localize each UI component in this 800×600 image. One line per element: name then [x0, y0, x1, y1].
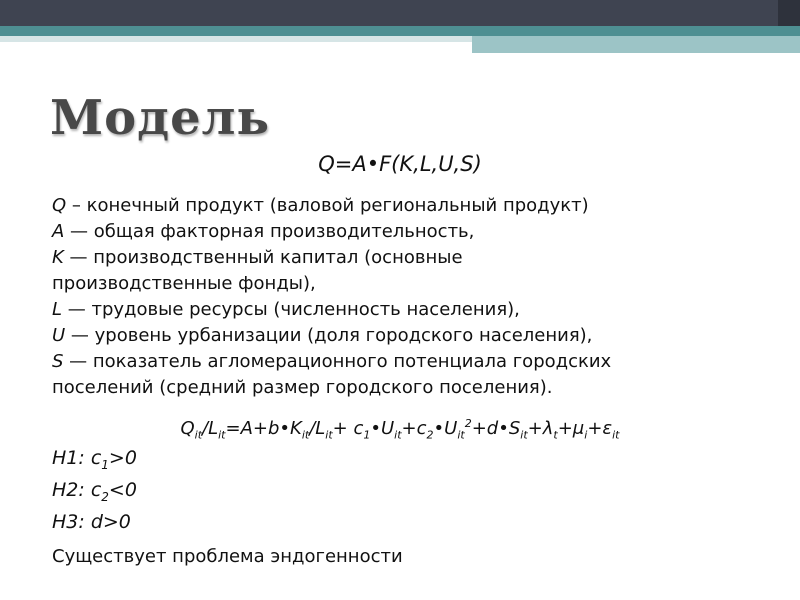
definition-line — [52, 297, 752, 323]
formula-subscript: it — [301, 428, 310, 442]
header-bar-teal — [0, 26, 800, 36]
hypothesis-text: H3: d>0 — [52, 510, 131, 533]
hypothesis-item — [52, 446, 137, 478]
formula-part: +c — [401, 418, 427, 439]
definition-line — [52, 245, 752, 271]
definition-variable: U — [52, 325, 66, 346]
formula-part: +d•S — [471, 418, 521, 439]
formula-part: +λ — [527, 418, 554, 439]
definition-text: — уровень урбанизации (доля городского населения), — [65, 325, 593, 346]
definition-variable: L — [52, 299, 63, 320]
formula-subscript: it — [194, 428, 203, 442]
formula-part: •U — [433, 418, 458, 439]
formula-subscript: it — [612, 428, 620, 442]
definition-text: производственные фонды), — [52, 273, 316, 294]
formula-subscript: t — [553, 428, 558, 442]
definition-text: — показатель агломерационного потенциала городских — [63, 351, 612, 372]
formula-superscript: 2 — [464, 417, 472, 430]
formula-subscript: it — [218, 428, 226, 442]
header-bar-light-right — [472, 36, 800, 53]
hypothesis-item — [52, 478, 137, 510]
slide-title: Модель — [50, 90, 271, 146]
hypothesis-text: <0 — [108, 478, 137, 501]
hypotheses-list — [52, 446, 137, 541]
formula-part: Q — [180, 418, 195, 439]
formula-subscript: it — [325, 428, 333, 442]
formula-part: •U — [370, 418, 395, 439]
formula-part: /L — [309, 418, 326, 439]
definition-variable: A — [52, 221, 65, 242]
variable-definitions — [52, 193, 752, 401]
formula-subscript: it — [520, 428, 528, 442]
definition-line — [52, 193, 752, 219]
definition-line — [52, 271, 752, 297]
definition-text: поселений (средний размер городского поселения). — [52, 377, 553, 398]
definition-text: — производственный капитал (основные — [63, 247, 463, 268]
definition-variable: S — [52, 351, 64, 372]
definition-line — [52, 219, 752, 245]
formula-part: + c — [332, 418, 364, 439]
hypothesis-text: H1: c — [52, 447, 102, 469]
regression-formula — [0, 411, 800, 449]
formula-subscript: it — [457, 428, 465, 442]
formula-subscript: 2 — [426, 428, 434, 442]
definition-variable: Q — [52, 195, 67, 216]
definition-text: – конечный продукт (валовой региональный продукт) — [66, 195, 589, 216]
hypothesis-text: H2: c — [52, 478, 102, 501]
definition-variable: K — [52, 247, 64, 268]
definition-text: — трудовые ресурсы (численность населения), — [62, 299, 520, 320]
formula-subscript: i — [584, 428, 588, 442]
endogeneity-note: Существует проблема эндогенности — [52, 546, 403, 567]
definition-text: — общая факторная производительность, — [64, 221, 475, 242]
definition-line — [52, 349, 752, 375]
hypothesis-item — [52, 510, 137, 542]
hypothesis-text: >0 — [108, 447, 137, 469]
header-bar-accent — [778, 0, 800, 26]
hypothesis-subscript: 2 — [101, 489, 109, 504]
formula-subscript: 1 — [363, 428, 371, 442]
formula-part: =A+b•K — [225, 418, 302, 439]
header-bar-light-left — [0, 36, 472, 42]
formula-part: +μ — [557, 418, 585, 439]
formula-subscript: it — [394, 428, 402, 442]
definition-line — [52, 375, 752, 401]
header-bar-dark — [0, 0, 800, 26]
hypothesis-subscript: 1 — [101, 457, 109, 472]
formula-part: /L — [202, 418, 219, 439]
formula-part: +ε — [587, 418, 613, 439]
definition-line — [52, 323, 752, 349]
model-formula: Q=A•F(K,L,U,S) — [318, 152, 482, 176]
